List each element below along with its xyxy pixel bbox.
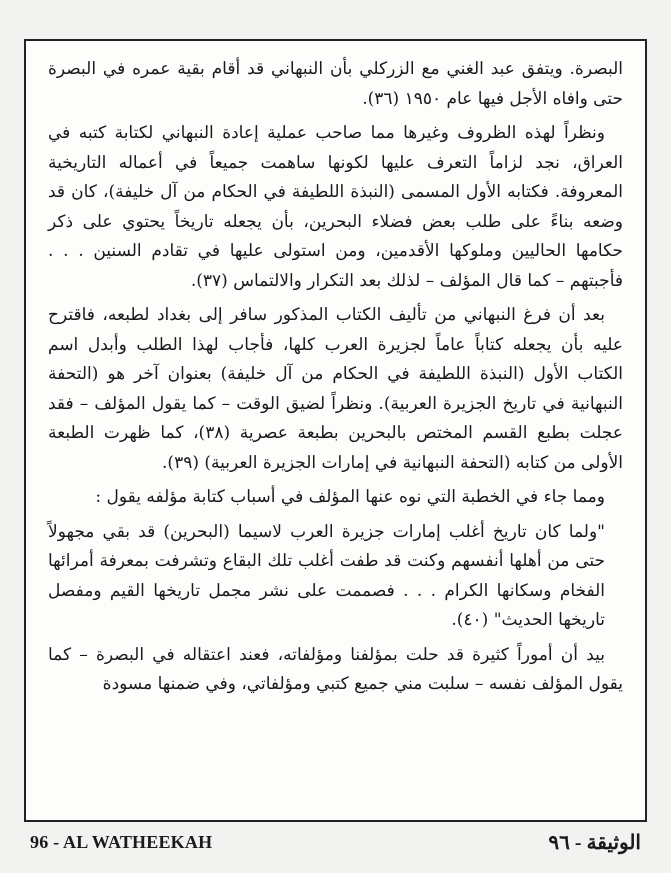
page-footer — [24, 828, 647, 858]
article-body — [26, 41, 645, 700]
paragraph-continuation: البصرة. ويتفق عبد الغني مع الزركلي بأن النبهاني قد أقام بقية عمره في البصرة حتى وافاه الأجل فيها عام ١٩٥٠ (٣٦). — [48, 59, 623, 109]
block-quote: "ولما كان تاريخ أغلب إمارات جزيرة العرب لاسيما (البحرين) قد بقي مجهولاً حتى من أهلها أنفسهم وكنت قد طفت أغلب تلك البقاع وتشرفت بمعرفة أمرائها الفخام وسكانها الكرام . . . فصممت على نشر مجمل تاريخها القيم ومفصل تاريخها الحديث" (٤٠). — [48, 521, 605, 630]
paragraph: ومما جاء في الخطبة التي نوه عنها المؤلف في أسباب كتابة مؤلفه يقول : — [95, 487, 605, 507]
footer-page-label-english: 96 - AL WATHEEKAH — [30, 832, 213, 852]
paragraph: ونظراً لهذه الظروف وغيرها مما صاحب عملية إعادة النبهاني لكتابة كتبه في العراق، نجد لزاماً التعرف عليها لكونها ساهمت جميعاً في أعماله التاريخية المعروفة. فكتابه الأول المسمى (النبذة اللطيفة في الحكام من آل خليفة)، كان قد وضعه بناءً على طلب بعض فضلاء البحرين، بأن يجعله تاريخاً يحتوي على ذكر حكامها الحاليين وملوكها الأقدمين، ومن استولى عليها في تقادم السنين . . . فأجبتهم – كما قال المؤلف – لذلك بعد التكرار والالتماس (٣٧). — [48, 123, 623, 291]
paragraph: بعد أن فرغ النبهاني من تأليف الكتاب المذكور سافر إلى بغداد لطبعه، فاقترح عليه بأن يجعله كتاباً عاماً لجزيرة العرب كلها، فأجاب لهذا الطلب وأبدل اسم الكتاب الأول (النبذة اللطيفة في الحكام من آل خليفة) بعنوان آخر هو (التحفة النبهانية في تاريخ الجزيرة العربية). ونظراً لضيق الوقت – كما يقول المؤلف – فقد عجلت بطبع القسم المختص بالبحرين بطبعة عصرية (٣٨)، كما ظهرت الطبعة الأولى من كتابه (التحفة النبهانية في إمارات الجزيرة العربية) (٣٩). — [48, 305, 624, 473]
paragraph: بيد أن أموراً كثيرة قد حلت بمؤلفنا ومؤلفاته، فعند اعتقاله في البصرة – كما يقول المؤلف نفسه – سلبت مني جميع كتبي ومؤلفاتي، وفي ضمنها مسودة — [48, 644, 623, 694]
footer-page-label-arabic: الوثيقة - ٩٦ — [548, 832, 641, 854]
page-frame — [24, 39, 647, 822]
